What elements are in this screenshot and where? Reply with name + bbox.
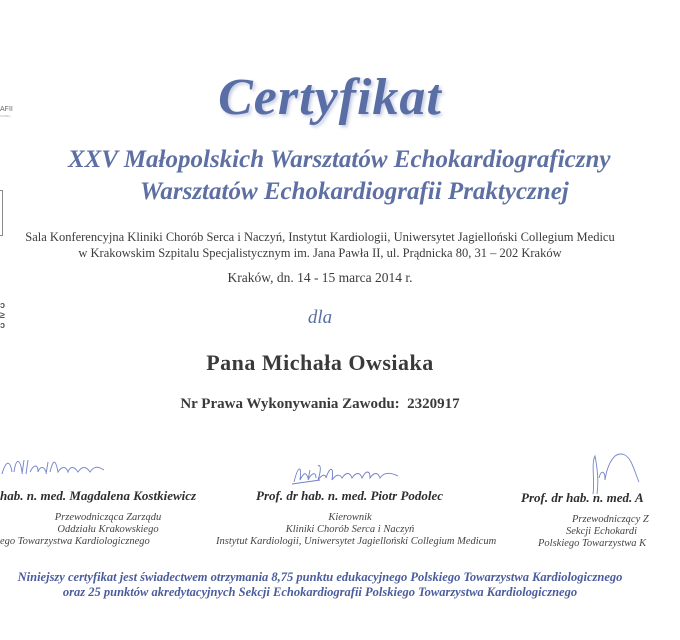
signatory-3-role: Przewodniczący Z Sekcji Echokardi Polskiego Towarzystwa K bbox=[538, 514, 649, 549]
signature-kostkiewicz bbox=[0, 452, 110, 482]
venue-line2: w Krakowskim Szpitalu Specjalistycznym im. Jana Pawła II, ul. Prądnicka 80, 31 – 202 Kraków bbox=[78, 246, 562, 260]
partial-logo-text: AFII bbox=[0, 106, 13, 113]
signatory-2-name: Prof. dr hab. n. med. Piotr Podolec bbox=[256, 488, 444, 503]
license-info bbox=[0, 396, 680, 413]
partial-vertical-text: ɔ ≥ ɔ bbox=[0, 300, 6, 330]
signatory-1-name: hab. n. med. Magdalena Kostkiewicz bbox=[0, 488, 197, 503]
signature-podolec bbox=[290, 460, 405, 486]
venue-line1: Sala Konferencyjna Kliniki Chorób Serca i Naczyń, Instytut Kardiologii, Uniwersytet Jagielloński Collegium Medicu bbox=[25, 230, 615, 244]
event-title-line2: Warsztatów Echokardiografii Praktycznej bbox=[140, 178, 569, 205]
signatory-1-role: Przewodnicząca Zarządu Oddziału Krakowskiego ego Towarzystwa Kardiologicznego bbox=[0, 512, 162, 547]
footer-points-line1: Niniejszy certyfikat jest świadectwem otrzymania 8,75 punktu edukacyjnego Polskiego Towarzystwa Kardiologicznego bbox=[17, 570, 623, 584]
recipient-name: Pana Michała Owsiaka bbox=[206, 350, 434, 375]
certificate-title: Certyfikat bbox=[218, 69, 442, 126]
for-label: dla bbox=[307, 307, 333, 328]
license-number: 2320917 bbox=[407, 396, 460, 412]
partial-logo-subtext: ICZNEJ bbox=[0, 114, 11, 118]
signatory-3-name: Prof. dr hab. n. med. A bbox=[521, 490, 644, 505]
event-title-line1: XXV Małopolskich Warsztatów Echokardiograficzny bbox=[68, 146, 611, 173]
event-date: Kraków, dn. 14 - 15 marca 2014 r. bbox=[227, 270, 413, 285]
signatory-2-role: Kierownik Kliniki Chorób Serca i Naczyń Instytut Kardiologii, Uniwersytet Jagielloński Collegium Medicum bbox=[216, 512, 497, 547]
license-label: Nr Prawa Wykonywania Zawodu: bbox=[180, 396, 400, 412]
footer-points-line2: oraz 25 punktów akredytacyjnych Sekcji Echokardiografii Polskiego Towarzystwa Kardiologicznego bbox=[62, 585, 578, 599]
